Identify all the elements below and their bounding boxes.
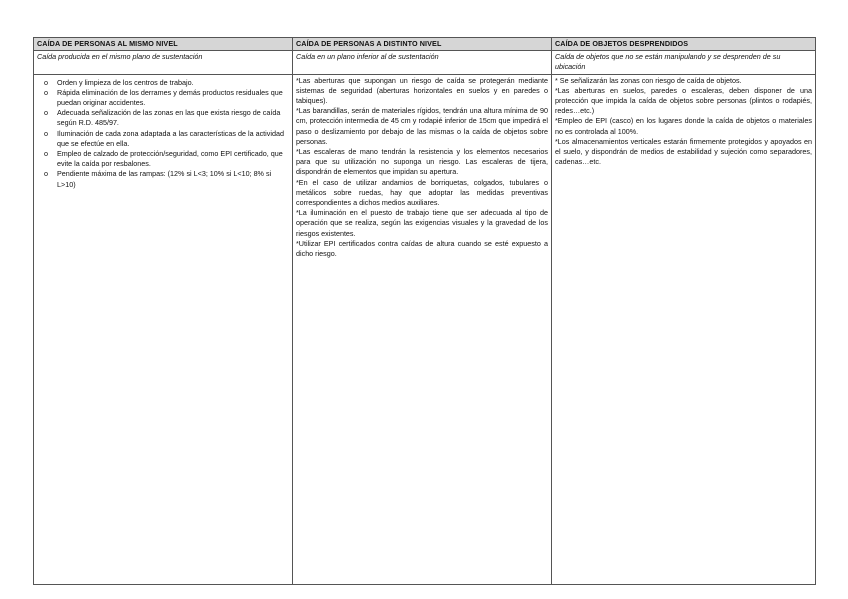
measure-paragraph: *La iluminación en el puesto de trabajo tiene que ser adecuada al tipo de operación que se realiza, según las exigencias visuales y la gravedad de los riesgos existentes. <box>296 208 548 238</box>
measure-paragraph: *Los almacenamientos verticales estarán firmemente protegidos y apoyados en el suelo, y dispondrán de medios de estabilidad y sujeción como separadores, cadenas…etc. <box>555 136 812 167</box>
measures-list-same-level <box>37 78 289 190</box>
content-different-level <box>293 74 552 584</box>
list-item: o Iluminación de cada zona adaptada a las características de la actividad que se efectúe en ella. <box>57 129 289 149</box>
list-item: o Orden y limpieza de los centros de trabajo. <box>57 78 289 88</box>
list-item: o Empleo de calzado de protección/seguridad, como EPI certificado, que evite la caída por resbalones. <box>57 149 289 169</box>
measure-paragraph: * Se señalizarán las zonas con riesgo de caída de objetos. <box>555 75 742 85</box>
content-same-level <box>34 74 293 584</box>
header-row <box>34 38 816 51</box>
risk-table <box>33 37 816 585</box>
header-different-level: CAÍDA DE PERSONAS A DISTINTO NIVEL <box>293 38 552 51</box>
subtitle-different-level: Caída en un plano inferior al de sustentación <box>293 51 552 74</box>
subtitle-row <box>34 51 816 74</box>
measure-paragraph: *En el caso de utilizar andamios de borriquetas, colgados, tubulares o metálicos sobre ruedas, hay que adoptar las medidas preventivas correspondientes a dichos medios auxiliares. <box>296 177 548 208</box>
subtitle-falling-objects: Caída de objetos que no se están manipulando y se desprenden de su ubicación <box>552 51 816 74</box>
list-item: o Adecuada señalización de las zonas en las que exista riesgo de caída según R.D. 485/97. <box>57 108 289 128</box>
header-falling-objects: CAÍDA DE OBJETOS DESPRENDIDOS <box>552 38 816 51</box>
content-row <box>34 74 816 584</box>
measure-paragraph: *Las barandillas, serán de materiales rígidos, tendrán una altura mínima de 90 cm, protección intermedia de 45 cm y rodapié inferior de 15cm que impedirá el paso o deslizamiento por debajo de las mismas o la caída de objetos sobre personas. <box>296 106 548 146</box>
header-same-level: CAÍDA DE PERSONAS AL MISMO NIVEL <box>34 38 293 51</box>
subtitle-same-level: Caída producida en el mismo plano de sustentación <box>34 51 293 74</box>
list-item: o Pendiente máxima de las rampas: (12% si L<3; 10% si L<10; 8% si L>10) <box>57 169 289 189</box>
measure-paragraph: *Las escaleras de mano tendrán la resistencia y los elementos necesarios para que su utilización no suponga un riesgo. Las escaleras de tijera, dispondrán de elementos que impidan su apertura. <box>296 147 548 177</box>
content-falling-objects <box>552 74 816 584</box>
measure-paragraph: *Las aberturas en suelos, paredes o escaleras, deben disponer de una protección que impida la caída de objetos sobre personas (plintos o rodapiés, redes…etc.) <box>555 85 812 116</box>
measure-paragraph: *Empleo de EPI (casco) en los lugares donde la caída de objetos o materiales no es controlada al 100%. <box>555 116 812 136</box>
measure-paragraph: *Utilizar EPI certificados contra caídas de altura cuando se esté expuesto a dicho riesgo. <box>296 238 548 259</box>
measure-paragraph: *Las aberturas que supongan un riesgo de caída se protegerán mediante sistemas de seguridad (aberturas horizontales en suelos y en paredes o tabiques). <box>296 75 548 106</box>
list-item: o Rápida eliminación de los derrames y demás productos residuales que puedan originar accidentes. <box>57 88 289 108</box>
